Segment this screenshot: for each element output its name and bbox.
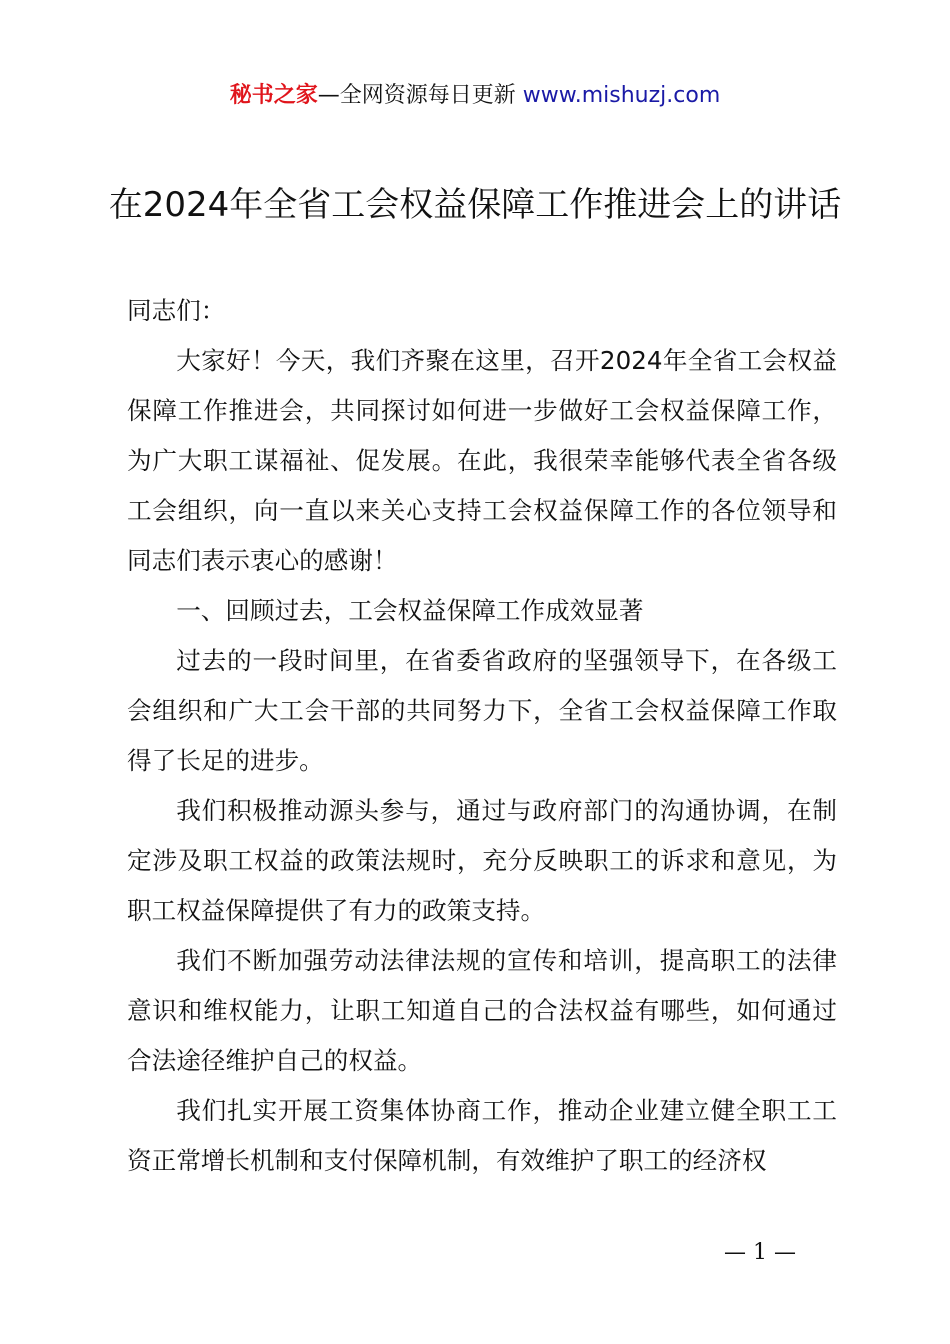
site-url-link[interactable]: www.mishuzj.com: [522, 83, 721, 108]
site-header: [0, 80, 950, 112]
paragraph-opening: 大家好！今天，我们齐聚在这里，召开2024年全省工会权益保障工作推进会，共同探讨如何进一步做好工会权益保障工作，为广大职工谋福祉、促发展。在此，我很荣幸能够代表全省各级工会组织，向一直以来关心支持工会权益保障工作的各位领导和同志们表示衷心的感谢！: [127, 346, 837, 575]
site-tagline: —全网资源每日更新: [317, 83, 523, 108]
paragraph: 我们不断加强劳动法律法规的宣传和培训，提高职工的法律意识和维权能力，让职工知道自己的合法权益有哪些，如何通过合法途径维护自己的权益。: [127, 946, 837, 1075]
document-body: [127, 286, 837, 1186]
section-heading: 一、回顾过去，工会权益保障工作成效显著: [176, 596, 644, 625]
paragraph: 我们积极推动源头参与，通过与政府部门的沟通协调，在制定涉及职工权益的政策法规时，充分反映职工的诉求和意见，为职工权益保障提供了有力的政策支持。: [127, 796, 837, 925]
page-number: — 1 —: [724, 1240, 796, 1265]
document-title: 在2024年全省工会权益保障工作推进会上的讲话: [108, 185, 842, 225]
salutation: 同志们：: [127, 296, 226, 325]
paragraph: 过去的一段时间里，在省委省政府的坚强领导下，在各级工会组织和广大工会干部的共同努力下，全省工会权益保障工作取得了长足的进步。: [127, 646, 837, 775]
paragraph: 我们扎实开展工资集体协商工作，推动企业建立健全职工工资正常增长机制和支付保障机制，有效维护了职工的经济权: [127, 1096, 837, 1175]
site-name: 秘书之家: [229, 83, 318, 108]
